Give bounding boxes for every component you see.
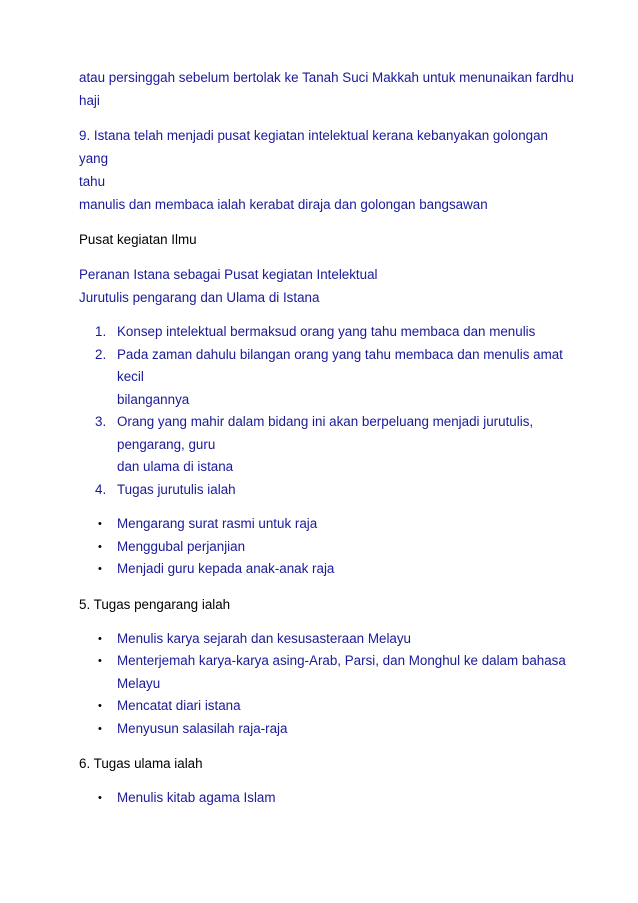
text-line: Peranan Istana sebagai Pusat kegiatan Intelektual — [79, 267, 378, 282]
text-line: kecil — [117, 369, 144, 384]
list-item — [79, 695, 579, 718]
list-item — [79, 536, 579, 559]
text-line: Menggubal perjanjian — [117, 538, 246, 554]
text-line: dan ulama di istana — [117, 459, 234, 474]
text-line: manulis dan membaca ialah kerabat diraja dan golongan bangsawan — [79, 197, 488, 212]
section-title — [79, 263, 579, 309]
bullet-list-jurutulis — [79, 513, 579, 581]
text-line: Menjadi guru kepada anak-anak raja — [117, 561, 335, 576]
text-line: Menulis kitab agama Islam — [117, 790, 276, 805]
text-line: Orang yang mahir dalam bidang ini akan berpeluang menjadi jurutulis, — [117, 414, 534, 429]
text-line: tahu — [79, 174, 106, 189]
list-number: 3. — [95, 414, 107, 429]
bullet-icon: • — [98, 540, 102, 553]
bullet-icon: • — [98, 655, 102, 667]
text-line: Menulis karya sejarah dan kesusasteraan Melayu — [117, 630, 412, 646]
bullet-icon: • — [98, 722, 102, 735]
list-item — [79, 558, 579, 581]
text-line: Pada zaman dahulu bilangan orang yang tahu membaca dan menulis amat — [117, 346, 563, 362]
list-number: 2. — [95, 346, 107, 362]
list-number: 4. — [95, 481, 107, 497]
bullet-list-pengarang — [79, 628, 579, 741]
list-item — [79, 787, 579, 810]
intro-paragraph — [79, 66, 579, 112]
list-item — [79, 513, 579, 536]
text-line: haji — [79, 93, 100, 108]
text-line: bilangannya — [117, 391, 190, 407]
list-item — [79, 650, 579, 695]
list-item — [79, 628, 579, 651]
heading-tugas-ulama: 6. Tugas ulama ialah — [79, 756, 203, 771]
text-line: Menterjemah karya-karya asing-Arab, Parsi, dan Monghul ke dalam bahasa — [117, 653, 566, 668]
text-line: 9. Istana telah menjadi pusat kegiatan intelektual kerana kebanyakan golongan yang — [79, 128, 549, 166]
list-number: 1. — [95, 324, 107, 339]
heading-pusat-ilmu: Pusat kegiatan Ilmu — [79, 232, 197, 247]
text-line: Konsep intelektual bermaksud orang yang tahu membaca dan menulis — [117, 324, 536, 339]
list-item — [79, 718, 579, 741]
list-item — [79, 411, 579, 479]
heading-tugas-pengarang: 5. Tugas pengarang ialah — [79, 596, 231, 612]
bullet-icon: • — [98, 632, 102, 645]
text-line: atau persinggah sebelum bertolak ke Tanah Suci Makkah untuk menunaikan fardhu — [79, 70, 574, 85]
document-page — [79, 66, 579, 810]
text-line: Mengarang surat rasmi untuk raja — [117, 516, 318, 531]
list-item — [79, 321, 579, 344]
text-line: Jurutulis pengarang dan Ulama di Istana — [79, 290, 320, 305]
bullet-icon: • — [98, 518, 102, 530]
text-line: Mencatat diari istana — [117, 698, 241, 713]
bullet-list-ulama — [79, 787, 579, 810]
text-line: Melayu — [117, 675, 161, 691]
text-line: pengarang, guru — [117, 436, 216, 452]
bullet-icon: • — [98, 563, 102, 575]
numbered-list — [79, 321, 579, 501]
point-9-paragraph — [79, 124, 579, 216]
list-item — [79, 479, 579, 502]
text-line: Menyusun salasilah raja-raja — [117, 720, 288, 736]
list-item — [79, 344, 579, 412]
text-line: Tugas jurutulis ialah — [117, 481, 236, 497]
bullet-icon: • — [98, 792, 102, 804]
bullet-icon: • — [98, 700, 102, 712]
